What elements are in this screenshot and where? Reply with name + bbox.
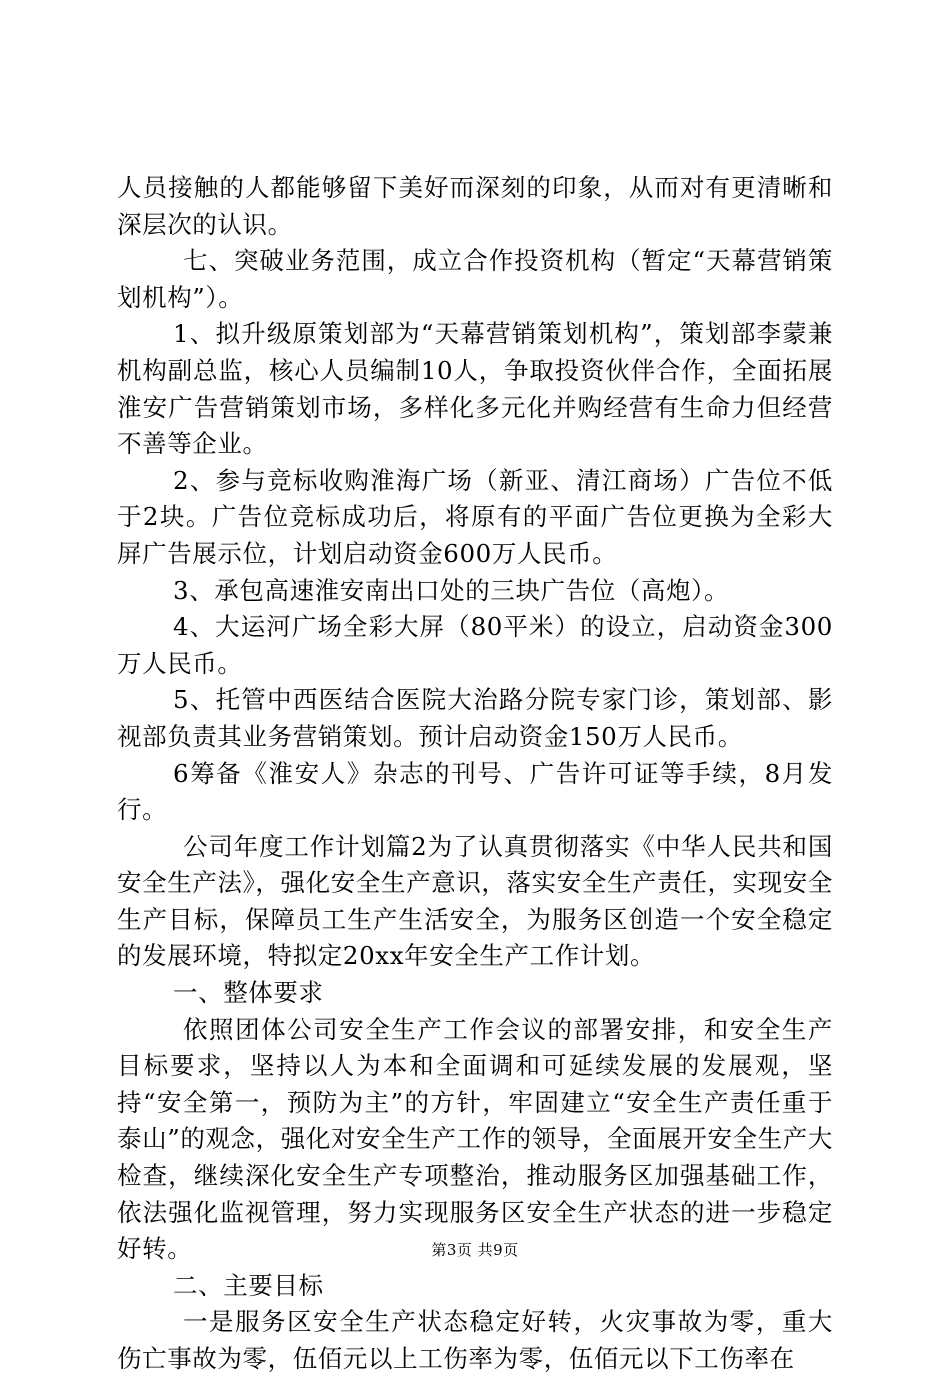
- list-item-1: 1、拟升级原策划部为“天幕营销策划机构”，策划部李蒙兼机构副总监，核心人员编制10人，争取投资伙伴合作，全面拓展淮安广告营销策划市场，多样化多元化并购经营有生命力但经营不善等企业。: [117, 319, 833, 459]
- paragraph-continuation: 人员接触的人都能够留下美好而深刻的印象，从而对有更清晰和深层次的认识。: [117, 173, 833, 239]
- list-item-2: 2、参与竞标收购淮海广场（新亚、清江商场）广告位不低于2块。广告位竞标成功后，将原有的平面广告位更换为全彩大屏广告展示位，计划启动资金600万人民币。: [117, 465, 833, 568]
- paragraph-requirements: 依照团体公司安全生产工作会议的部署安排，和安全生产目标要求，坚持以人为本和全面调和可延续发展的发展观，坚持“安全第一，预防为主”的方针，牢固建立“安全生产责任重于泰山”的观念，强化对安全生产工作的领导，全面展开安全生产大检查，继续深化安全生产专项整治，推动服务区加强基础工作，依法强化监视管理，努力实现服务区安全生产状态的进一步稳定好转。: [117, 1014, 833, 1264]
- page-number-footer: 第3页 共9页: [431, 1241, 519, 1259]
- list-item-3: 3、承包高速淮安南出口处的三块广告位（高炮）。: [173, 575, 730, 605]
- document-body: [117, 170, 833, 1378]
- section-heading-targets: 二、主要目标: [173, 1270, 324, 1300]
- list-item-4: 4、大运河广场全彩大屏（80平米）的设立，启动资金300万人民币。: [117, 612, 833, 678]
- list-item-5: 5、托管中西医结合医院大治路分院专家门诊，策划部、影视部负责其业务营销策划。预计启动资金150万人民币。: [117, 685, 833, 751]
- section-heading-requirements: 一、整体要求: [173, 978, 324, 1008]
- paragraph-plan-intro: 公司年度工作计划篇2为了认真贯彻落实《中华人民共和国安全生产法》，强化安全生产意识，落实安全生产责任，实现安全生产目标，保障员工生产生活安全，为服务区创造一个安全稳定的发展环境，特拟定20xx年安全生产工作计划。: [117, 831, 833, 971]
- paragraph-targets: 一是服务区安全生产状态稳定好转，火灾事故为零，重大伤亡事故为零，伍佰元以上工伤率为零，伍佰元以下工伤率在: [117, 1307, 833, 1373]
- list-item-6: 6筹备《淮安人》杂志的刊号、广告许可证等手续，8月发行。: [117, 758, 833, 825]
- section-heading-seven: 七、突破业务范围，成立合作投资机构（暂定“天幕营销策划机构”）。: [117, 246, 833, 312]
